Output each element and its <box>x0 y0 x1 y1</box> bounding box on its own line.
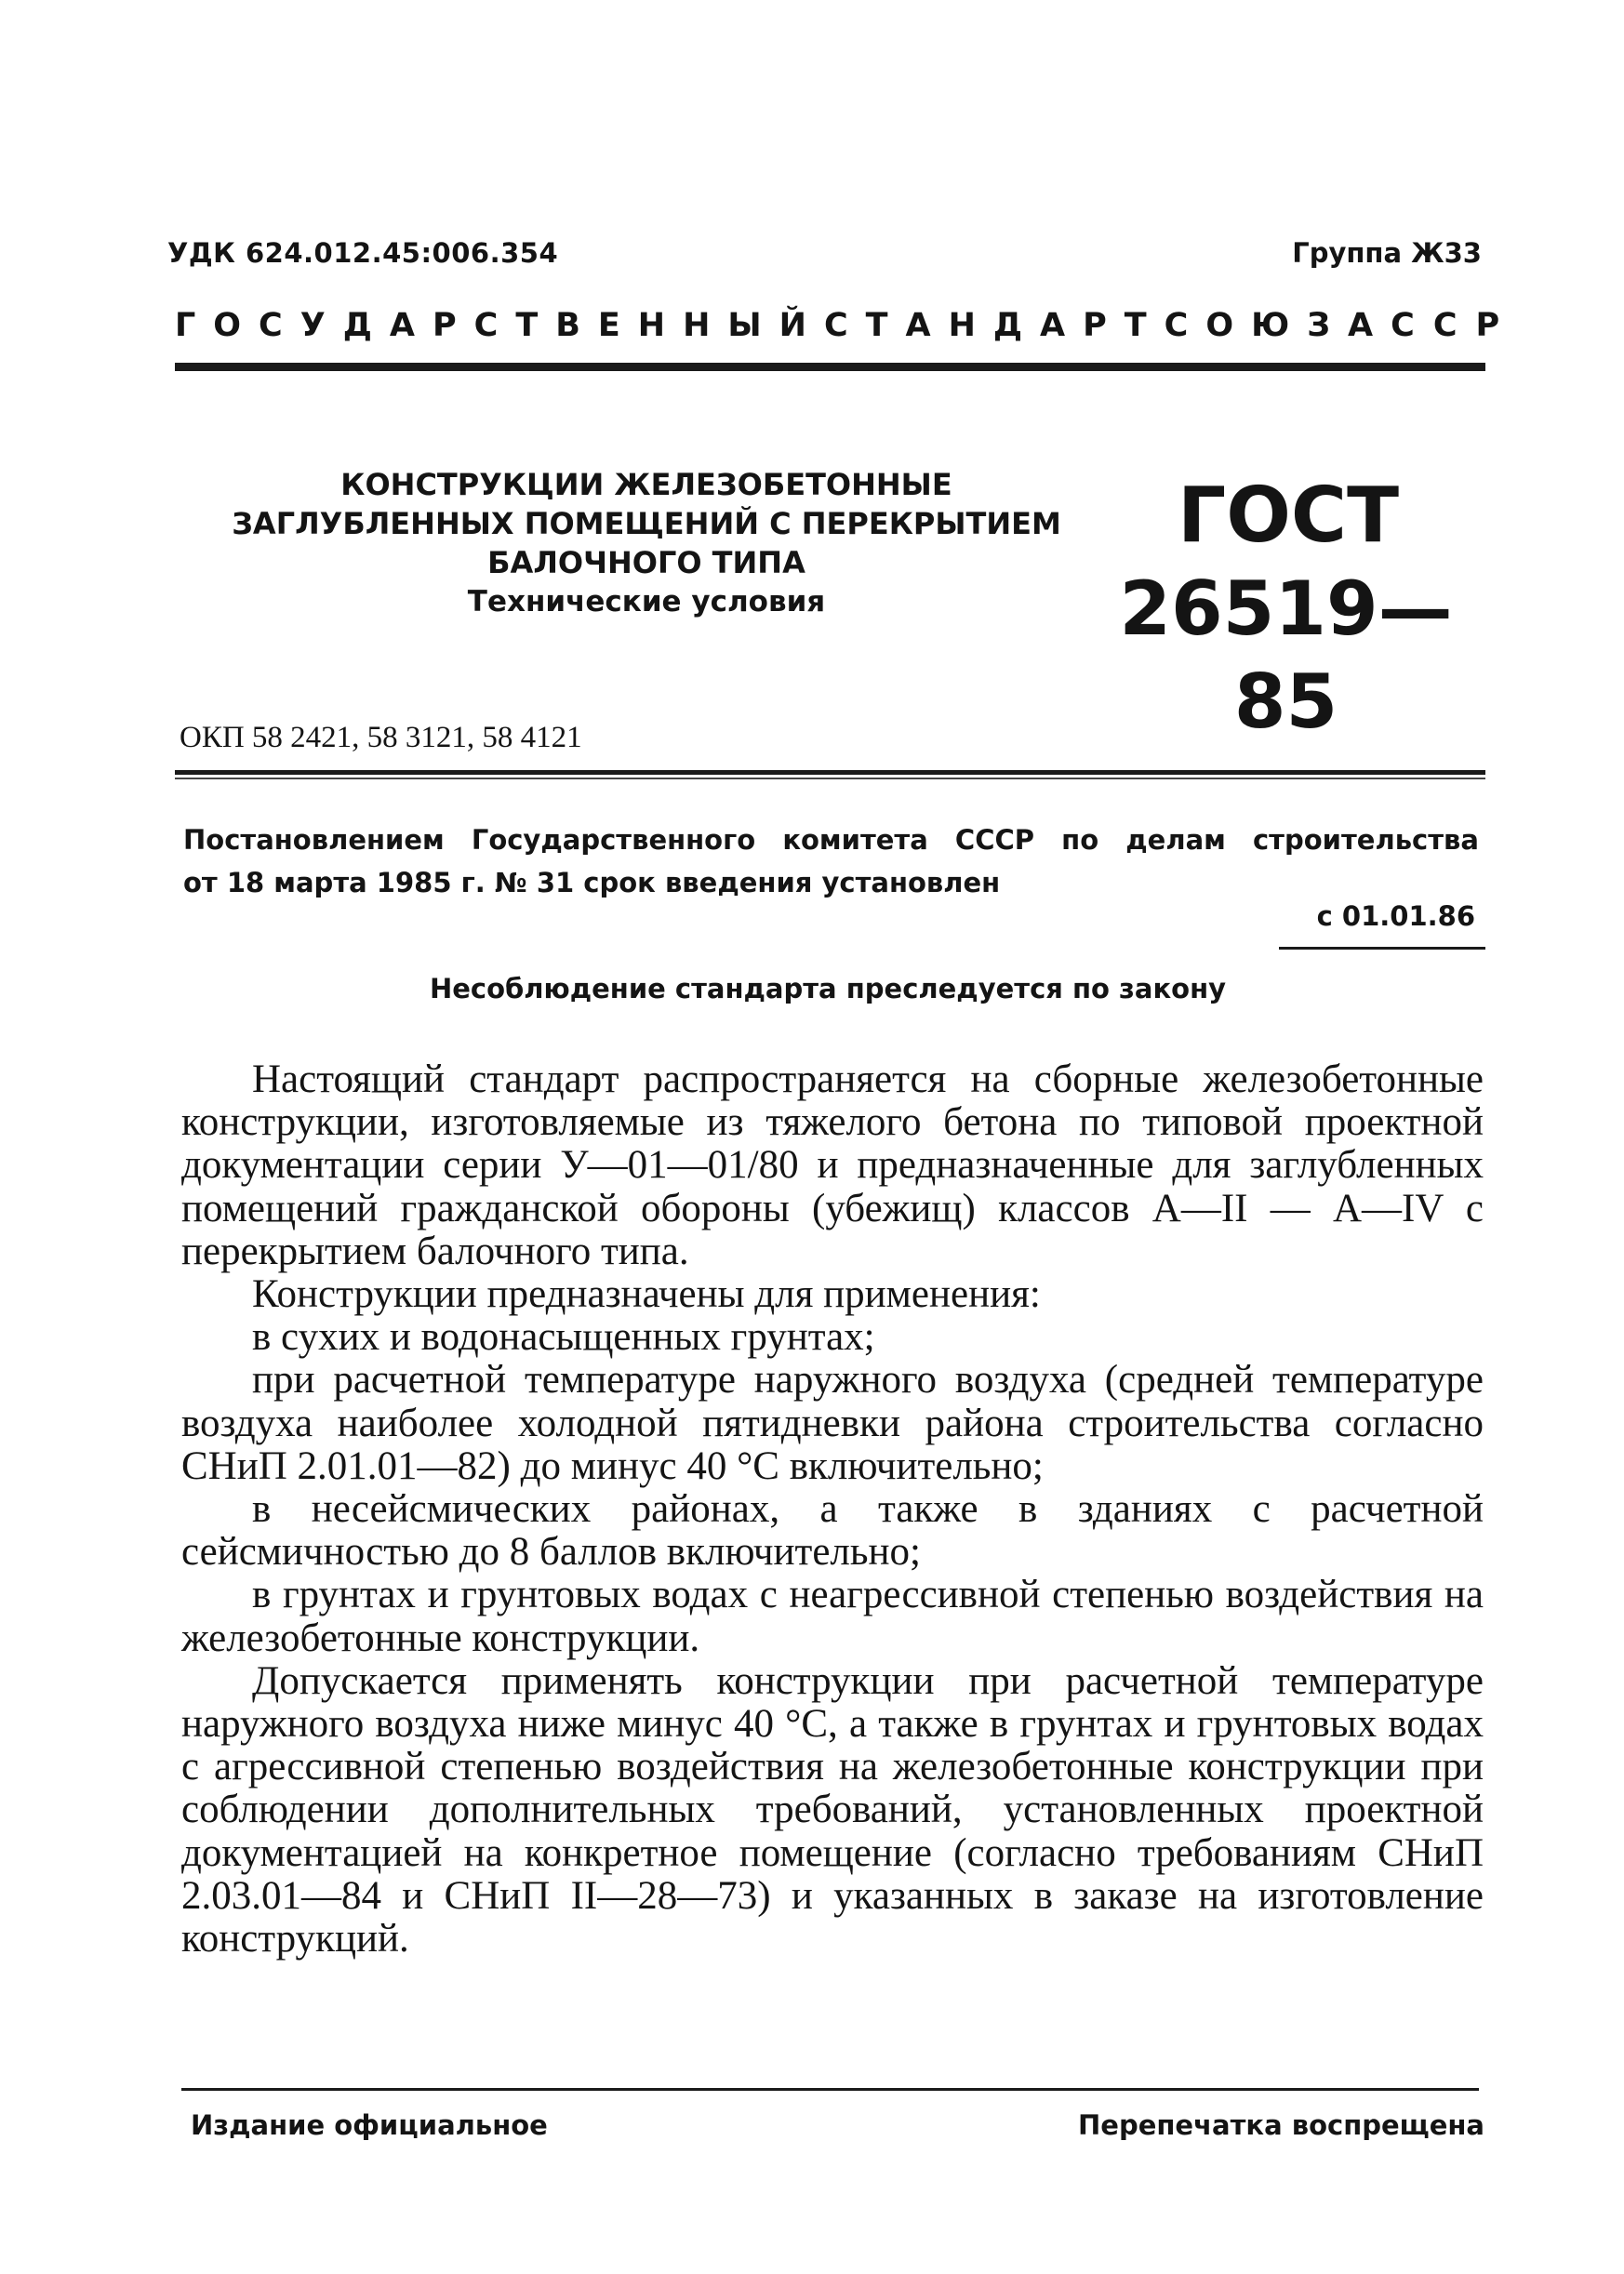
state-standard-word: ГОСУДАРСТВЕННЫЙ <box>175 307 824 344</box>
udk-code: УДК 624.012.45:006.354 <box>167 237 559 269</box>
state-standard-word: СОЮЗА <box>1164 307 1391 344</box>
paragraph: Допускается применять конструкции при расчетной температуре наружного воздуха ниже минус 40 °С, а также в грунтах и грунтовых водах с агрессивной степенью воздействия на железобетонные конструкции при соблюдении дополнительных требований, установленных проектной документацией на конкретное помещение (согласно требованиям СНиП 2.03.01—84 и СНиП II—28—73) и указанных в заказе на изготовление конструкций. <box>181 1658 1484 1961</box>
decree-word: по <box>1061 824 1099 856</box>
title-line: ЗАГЛУБЛЕННЫХ ПОМЕЩЕНИЙ С ПЕРЕКРЫТИЕМ <box>232 506 1061 541</box>
okp-rule <box>175 770 1485 775</box>
introduction-date: с 01.01.86 <box>1316 900 1475 932</box>
footer-reprint-notice: Перепечатка воспрещена <box>1078 2109 1484 2141</box>
heading-rule <box>175 363 1485 371</box>
state-standard-heading <box>175 307 1519 344</box>
decree-word: Государственного <box>471 824 756 856</box>
decree-word: комитета <box>782 824 928 856</box>
title-line: КОНСТРУКЦИИ ЖЕЛЕЗОБЕТОННЫЕ <box>340 467 952 502</box>
legal-notice: Несоблюдение стандарта преследуется по закону <box>429 973 1227 1004</box>
body-text <box>181 1058 1484 1961</box>
decree-word: СССР <box>954 824 1035 856</box>
decree-word: строительства <box>1252 824 1479 856</box>
footer-rule <box>181 2088 1479 2091</box>
paragraph: при расчетной температуре наружного воздуха (средней температуре воздуха наиболее холодной пятидневки района строительства согласно СНиП 2.01.01—82) до минус 40 °С включительно; <box>181 1358 1484 1488</box>
gost-number: 26519—85 <box>1119 565 1453 745</box>
title-subtitle: Технические условия <box>467 585 826 618</box>
state-standard-word: СТАНДАРТ <box>823 307 1165 344</box>
okp-rule-thin <box>175 778 1485 779</box>
decree-line: от 18 марта 1985 г. № 31 срок введения установлен <box>183 867 1001 898</box>
gost-label: ГОСТ <box>1177 472 1400 560</box>
footer-edition: Издание официальное <box>191 2109 548 2141</box>
state-standard-word: ССР <box>1391 307 1519 344</box>
product-title <box>214 465 1079 621</box>
decree-word: Постановлением <box>183 824 445 856</box>
paragraph: в сухих и водонасыщенных грунтах; <box>252 1315 875 1360</box>
decree-text <box>183 818 1479 904</box>
title-line: БАЛОЧНОГО ТИПА <box>487 545 805 580</box>
paragraph: Конструкции предназначены для применения: <box>252 1272 1041 1317</box>
paragraph: Настоящий стандарт распространяется на сборные железобетонные конструкции, изготовляемые из тяжелого бетона по типовой проектной документации серии У—01—01/80 и предназначенные для заглубленных помещений гражданской обороны (убежищ) классов А—II — А—IV с перекрытием балочного типа. <box>181 1057 1484 1273</box>
decree-word: делам <box>1125 824 1226 856</box>
paragraph: в несейсмических районах, а также в зданиях с расчетной сейсмичностью до 8 баллов включительно; <box>181 1487 1484 1575</box>
date-rule <box>1279 947 1485 950</box>
paragraph: в грунтах и грунтовых водах с неагрессивной степенью воздействия на железобетонные конструкции. <box>181 1573 1484 1660</box>
group-code: Группа Ж33 <box>1292 237 1482 269</box>
okp-codes: ОКП 58 2421, 58 3121, 58 4121 <box>180 721 582 754</box>
